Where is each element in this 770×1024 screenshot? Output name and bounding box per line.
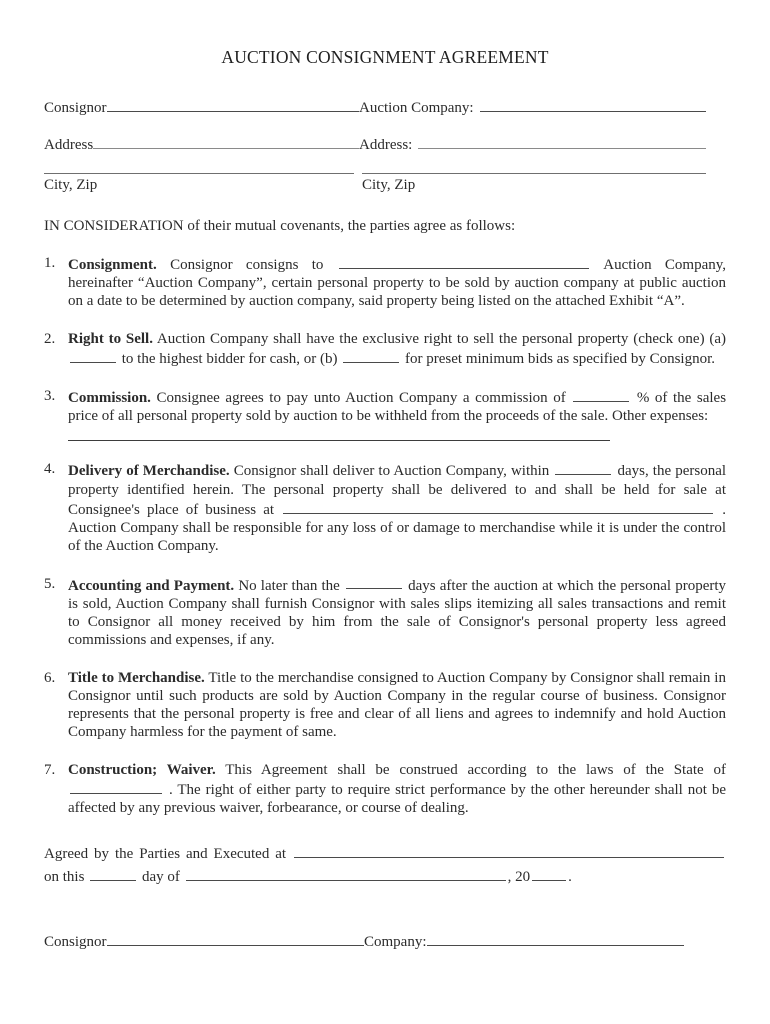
execution-text-c: day of	[141, 868, 180, 885]
clause-6-text-a: Title to the merchandise consigned to Auction Company by Consignor shall remain in Consignor until such products are sold by Auction Company in the regular course of business. Consignor represents that the personal property is free and clear of all liens and agrees to indemnify and hold Auction Company harmless for the payment of same.	[68, 669, 726, 741]
clause-2-option-b-blank[interactable]	[343, 348, 399, 363]
clause-3-heading: Commission.	[68, 389, 151, 406]
execution-block	[44, 843, 726, 888]
auction-company-address-field[interactable]	[359, 135, 706, 154]
consignor-name-field[interactable]	[44, 98, 359, 117]
clause-7-state-blank[interactable]	[70, 779, 162, 794]
clause-4-text-a: Consignor shall deliver to Auction Company, within	[233, 463, 550, 480]
clause-3-other-expenses-line[interactable]	[68, 439, 610, 441]
clause-4-text-b: days, the personal property identified herein. The personal property shall be delivered to and shall be held for sale at Consignee's place of business at	[68, 463, 727, 518]
clause-1-text-b: Auction Company, hereinafter “Auction Company”, certain personal property to be sold by auction company at public auction on a date to be determined by auction company, said property being listed on the attached Exhibit “A”.	[68, 256, 727, 310]
consignor-signature-field[interactable]	[44, 932, 364, 951]
clause-commission	[44, 387, 726, 441]
consignor-address-field[interactable]	[44, 135, 359, 154]
clause-consignment	[44, 254, 726, 311]
auction-company-city-zip-line[interactable]	[362, 172, 706, 174]
auction-company-name-field[interactable]	[359, 98, 706, 117]
clause-5-text-b: days after the auction at which the personal property is sold, Auction Company shall furnish Consignor with sales slips itemizing all sales transactions and remit to Consignor all money received by him from the sale of Consignor's personal property less agreed commissions and expenses, if any.	[68, 577, 727, 649]
consignor-city-zip-label: City, Zip	[44, 177, 98, 193]
party-name-row	[44, 98, 726, 117]
document-body	[44, 98, 726, 951]
clause-7-number: 7.	[44, 761, 56, 778]
auction-company-address-line[interactable]	[418, 135, 706, 149]
auction-company-label: Auction Company:	[359, 100, 474, 116]
clause-3-percent-blank[interactable]	[573, 387, 629, 402]
company-signature-label: Company:	[364, 934, 427, 951]
clause-title-to-merchandise	[44, 669, 726, 742]
clause-5-heading: Accounting and Payment.	[68, 577, 235, 594]
consignor-city-zip-line[interactable]	[44, 172, 354, 174]
clause-1-heading: Consignment.	[68, 256, 157, 273]
clause-4-number: 4.	[44, 461, 56, 478]
execution-text-e: .	[568, 868, 572, 885]
auction-company-name-line[interactable]	[480, 98, 706, 112]
company-signature-field[interactable]	[364, 932, 684, 951]
execution-year-blank[interactable]	[532, 866, 566, 881]
clause-4-heading: Delivery of Merchandise.	[68, 463, 230, 480]
clause-4-text-c: . Auction Company shall be responsible for any loss of or damage to merchandise while it is under the control of the Auction Company.	[68, 501, 727, 555]
consignor-address-line[interactable]	[93, 135, 359, 149]
auction-company-address-label: Address:	[359, 137, 413, 153]
signature-row	[44, 932, 726, 951]
company-signature-line[interactable]	[427, 932, 685, 946]
clause-5-text-a: No later than the	[238, 577, 340, 594]
auction-company-city-zip-label: City, Zip	[362, 177, 416, 193]
clause-4-business-address-blank[interactable]	[283, 499, 713, 514]
clause-construction-waiver	[44, 761, 726, 818]
consignor-name-line[interactable]	[107, 98, 359, 112]
clause-6-number: 6.	[44, 669, 56, 686]
clause-1-number: 1.	[44, 255, 56, 271]
clause-6-heading: Title to Merchandise.	[68, 669, 205, 686]
execution-text-a: Agreed by the Parties and Executed at	[44, 846, 287, 863]
clause-2-number: 2.	[44, 330, 56, 347]
clause-2-text-b: to the highest bidder for cash, or (b)	[121, 350, 338, 367]
consideration-lead: IN CONSIDERATION of their mutual covenants, the parties agree as follows:	[44, 218, 516, 234]
clause-3-text-a: Consignee agrees to pay unto Auction Company a commission of	[156, 389, 566, 406]
consignor-signature-label: Consignor	[44, 934, 107, 951]
clause-2-heading: Right to Sell.	[68, 330, 153, 347]
clause-4-days-blank[interactable]	[555, 460, 611, 475]
page-title: AUCTION CONSIGNMENT AGREEMENT	[221, 47, 549, 67]
execution-day-blank[interactable]	[90, 866, 136, 881]
clause-right-to-sell	[44, 330, 726, 368]
city-zip-line-spacer	[354, 172, 362, 174]
clause-2-text-a: Auction Company shall have the exclusive right to sell the personal property (check one) (a)	[156, 330, 727, 347]
city-zip-line-row	[44, 172, 726, 174]
execution-text-d: , 20	[507, 868, 531, 885]
consignor-address-label: Address	[44, 137, 94, 153]
clause-7-text-b: . The right of either party to require strict performance by the other hereunder shall not be affected by any previous waiver, forbearance, or course of dealing.	[68, 781, 727, 817]
clause-1-company-blank[interactable]	[339, 254, 589, 269]
consignor-signature-line[interactable]	[107, 932, 364, 946]
clause-5-days-blank[interactable]	[346, 575, 402, 590]
clause-1-text-a: Consignor consigns to	[170, 256, 324, 273]
clause-5-number: 5.	[44, 575, 56, 592]
clause-2-option-a-blank[interactable]	[70, 348, 116, 363]
clause-delivery-of-merchandise	[44, 460, 726, 555]
execution-month-blank[interactable]	[186, 866, 506, 881]
party-address-row	[44, 135, 726, 154]
execution-location-blank[interactable]	[294, 844, 724, 859]
clause-7-heading: Construction; Waiver.	[68, 761, 216, 778]
clause-7-text-a: This Agreement shall be construed according to the laws of the State of	[225, 761, 726, 778]
clause-3-text-b: % of the sales price of all personal property sold by auction to be withheld from the proceeds of the sale. Other expenses:	[68, 389, 727, 425]
city-zip-label-row	[44, 177, 726, 194]
clause-3-number: 3.	[44, 388, 56, 405]
clause-2-text-c: for preset minimum bids as specified by Consignor.	[405, 350, 715, 367]
execution-text-b: on this	[44, 868, 85, 885]
clause-accounting-and-payment	[44, 575, 726, 650]
consignor-label: Consignor	[44, 100, 107, 116]
